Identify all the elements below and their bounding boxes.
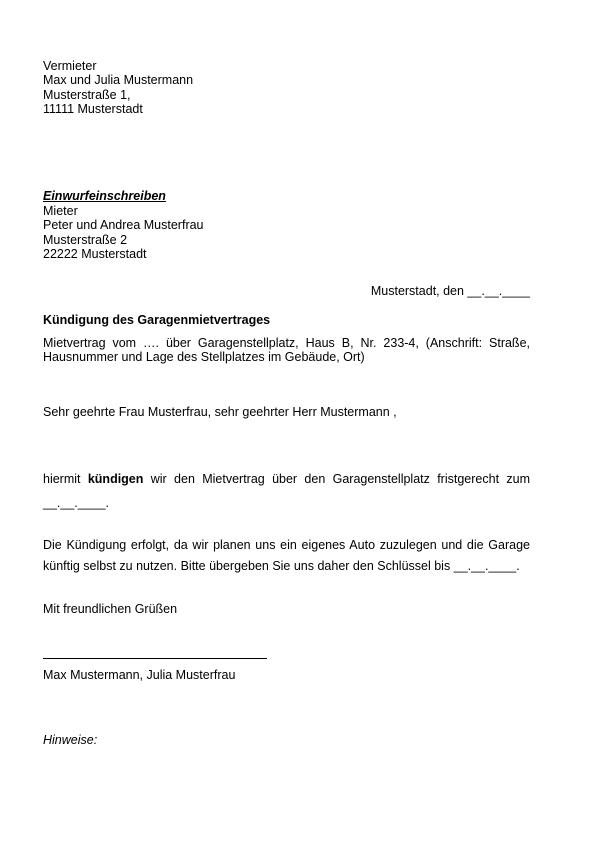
landlord-name: Max und Julia Mustermann — [43, 73, 194, 87]
landlord-label: Vermieter — [43, 59, 97, 73]
notes-label: Hinweise: — [43, 733, 98, 747]
recipient-city: 22222 Musterstadt — [43, 247, 147, 261]
body1-line-1 — [43, 472, 530, 486]
signature-line — [43, 658, 267, 659]
landlord-city: 11111 Musterstadt — [43, 102, 143, 116]
body2-line-2: künftig selbst zu nutzen. Bitte übergeben Sie uns daher den Schlüssel bis __.__.____. — [43, 559, 520, 573]
body1-bold: kündigen — [87, 472, 144, 486]
subject-line: Kündigung des Garagenmietvertrages — [43, 313, 271, 327]
body1-line-2: __.__.____. — [43, 496, 110, 510]
closing: Mit freundlichen Grüßen — [43, 602, 178, 616]
recipient-name: Peter und Andrea Musterfrau — [43, 218, 204, 232]
reference-line-1: Mietvertrag vom …. über Garagenstellplatz, Haus B, Nr. 233-4, (Anschrift: Straße, — [43, 336, 530, 350]
body2-line-1: Die Kündigung erfolgt, da wir planen uns ein eigenes Auto zuzulegen und die Garage — [43, 538, 530, 552]
recipient-label: Mieter — [43, 204, 78, 218]
signatories: Max Mustermann, Julia Musterfrau — [43, 668, 236, 682]
body1-before: hiermit — [43, 472, 88, 486]
date-line: Musterstadt, den __.__.____ — [370, 284, 530, 298]
body1-after: wir den Mietvertrag über den Garagenstellplatz fristgerecht zum — [143, 472, 530, 486]
salutation: Sehr geehrte Frau Musterfrau, sehr geehrter Herr Mustermann , — [43, 405, 397, 419]
recipient-street: Musterstraße 2 — [43, 233, 128, 247]
landlord-street: Musterstraße 1, — [43, 88, 131, 102]
reference-line-2: Hausnummer und Lage des Stellplatzes im Gebäude, Ort) — [43, 350, 365, 364]
delivery-type: Einwurfeinschreiben — [43, 189, 166, 203]
